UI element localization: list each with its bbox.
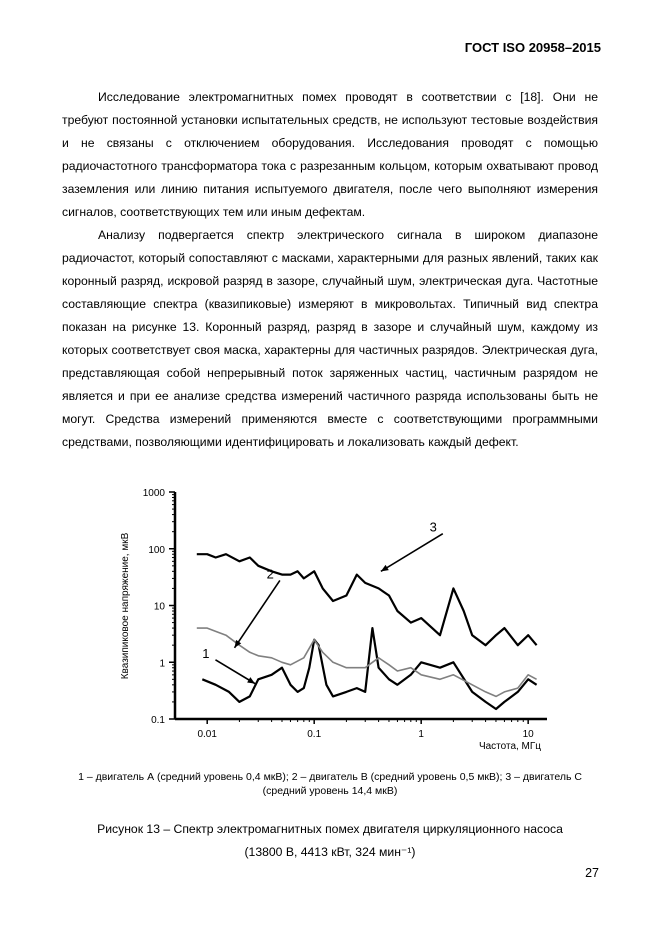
- figure-legend: 1 – двигатель А (средний уровень 0,4 мкВ); 2 – двигатель В (средний уровень 0,5 мкВ); 3 – двигатель С (средний уровень 14,4 мкВ): [78, 771, 582, 797]
- callout-arrow: [381, 534, 443, 572]
- figure-title: Рисунок 13 – Спектр электромагнитных помех двигателя циркуляционного насоса: [97, 822, 563, 836]
- x-tick-label: 0.01: [197, 729, 217, 740]
- plot-frame: [175, 492, 547, 719]
- y-tick-label: 100: [148, 544, 165, 556]
- paragraph: Исследование электромагнитных помех проводят в соответствии с [18]. Они не требуют постоянной установки испытательных средств, не используют тестовые воздействия и не связаны с отключением оборудования. Исследования проводят с помощью радиочастотного трансформатора тока с разрезанным кольцом, которым охватывают провод заземления или линию питания испытуемого двигателя, после чего выполняют измерения сигналов, соответствующих тем или иным дефектам.: [62, 90, 598, 219]
- series-label-2: 2: [266, 566, 274, 582]
- x-tick-label: 0.1: [307, 729, 322, 740]
- figure-caption: [62, 818, 598, 864]
- x-tick-label: 1: [418, 729, 424, 740]
- series-label-1: 1: [202, 645, 210, 661]
- series-line-3: [197, 554, 537, 645]
- y-axis-label: Квазипиковое напряжение, мкВ: [120, 532, 131, 680]
- y-tick-label: 1: [159, 658, 165, 670]
- y-tick-label: 0.1: [151, 715, 165, 726]
- paragraph: Анализу подвергается спектр электрического сигнала в широком диапазоне радиочастот, который сопоставляют с масками, характерными для разных явлений, таких как коронный разряд, искровой разряд в зазоре, случайный шум, электрическая дуга. Частотные составляющие спектра (квазипиковые) измеряют в микровольтах. Типичный вид спектра показан на рисунке 13. Коронный разряд, разряд в зазоре и случайный шум, каждому из которых соответствует своя маска, характерны для частичных разрядов. Электрическая дуга, представляющая собой непрерывный поток заряженных частиц, частичным разрядом не является и при ее анализе средства измерений частичного разряда использованы быть не могут. Средства измерений применяются вместе с соответствующими программными средствами, позволяющими идентифицировать и локализовать каждый дефект.: [62, 228, 598, 449]
- y-tick-label: 1000: [142, 488, 165, 499]
- document-header: ГОСТ ISO 20958–2015: [464, 40, 601, 55]
- y-tick-label: 10: [153, 601, 165, 613]
- series-line-1: [202, 628, 536, 709]
- figure-subtitle: (13800 В, 4413 кВт, 324 мин⁻¹): [244, 845, 416, 859]
- x-tick-label: 10: [522, 729, 534, 740]
- page-number: 27: [585, 866, 599, 880]
- body-text: [62, 86, 598, 454]
- series-label-3: 3: [429, 519, 437, 535]
- callout-arrow: [235, 580, 280, 647]
- x-axis-label: Частота, МГц: [478, 741, 542, 752]
- spectrum-chart: [110, 482, 550, 762]
